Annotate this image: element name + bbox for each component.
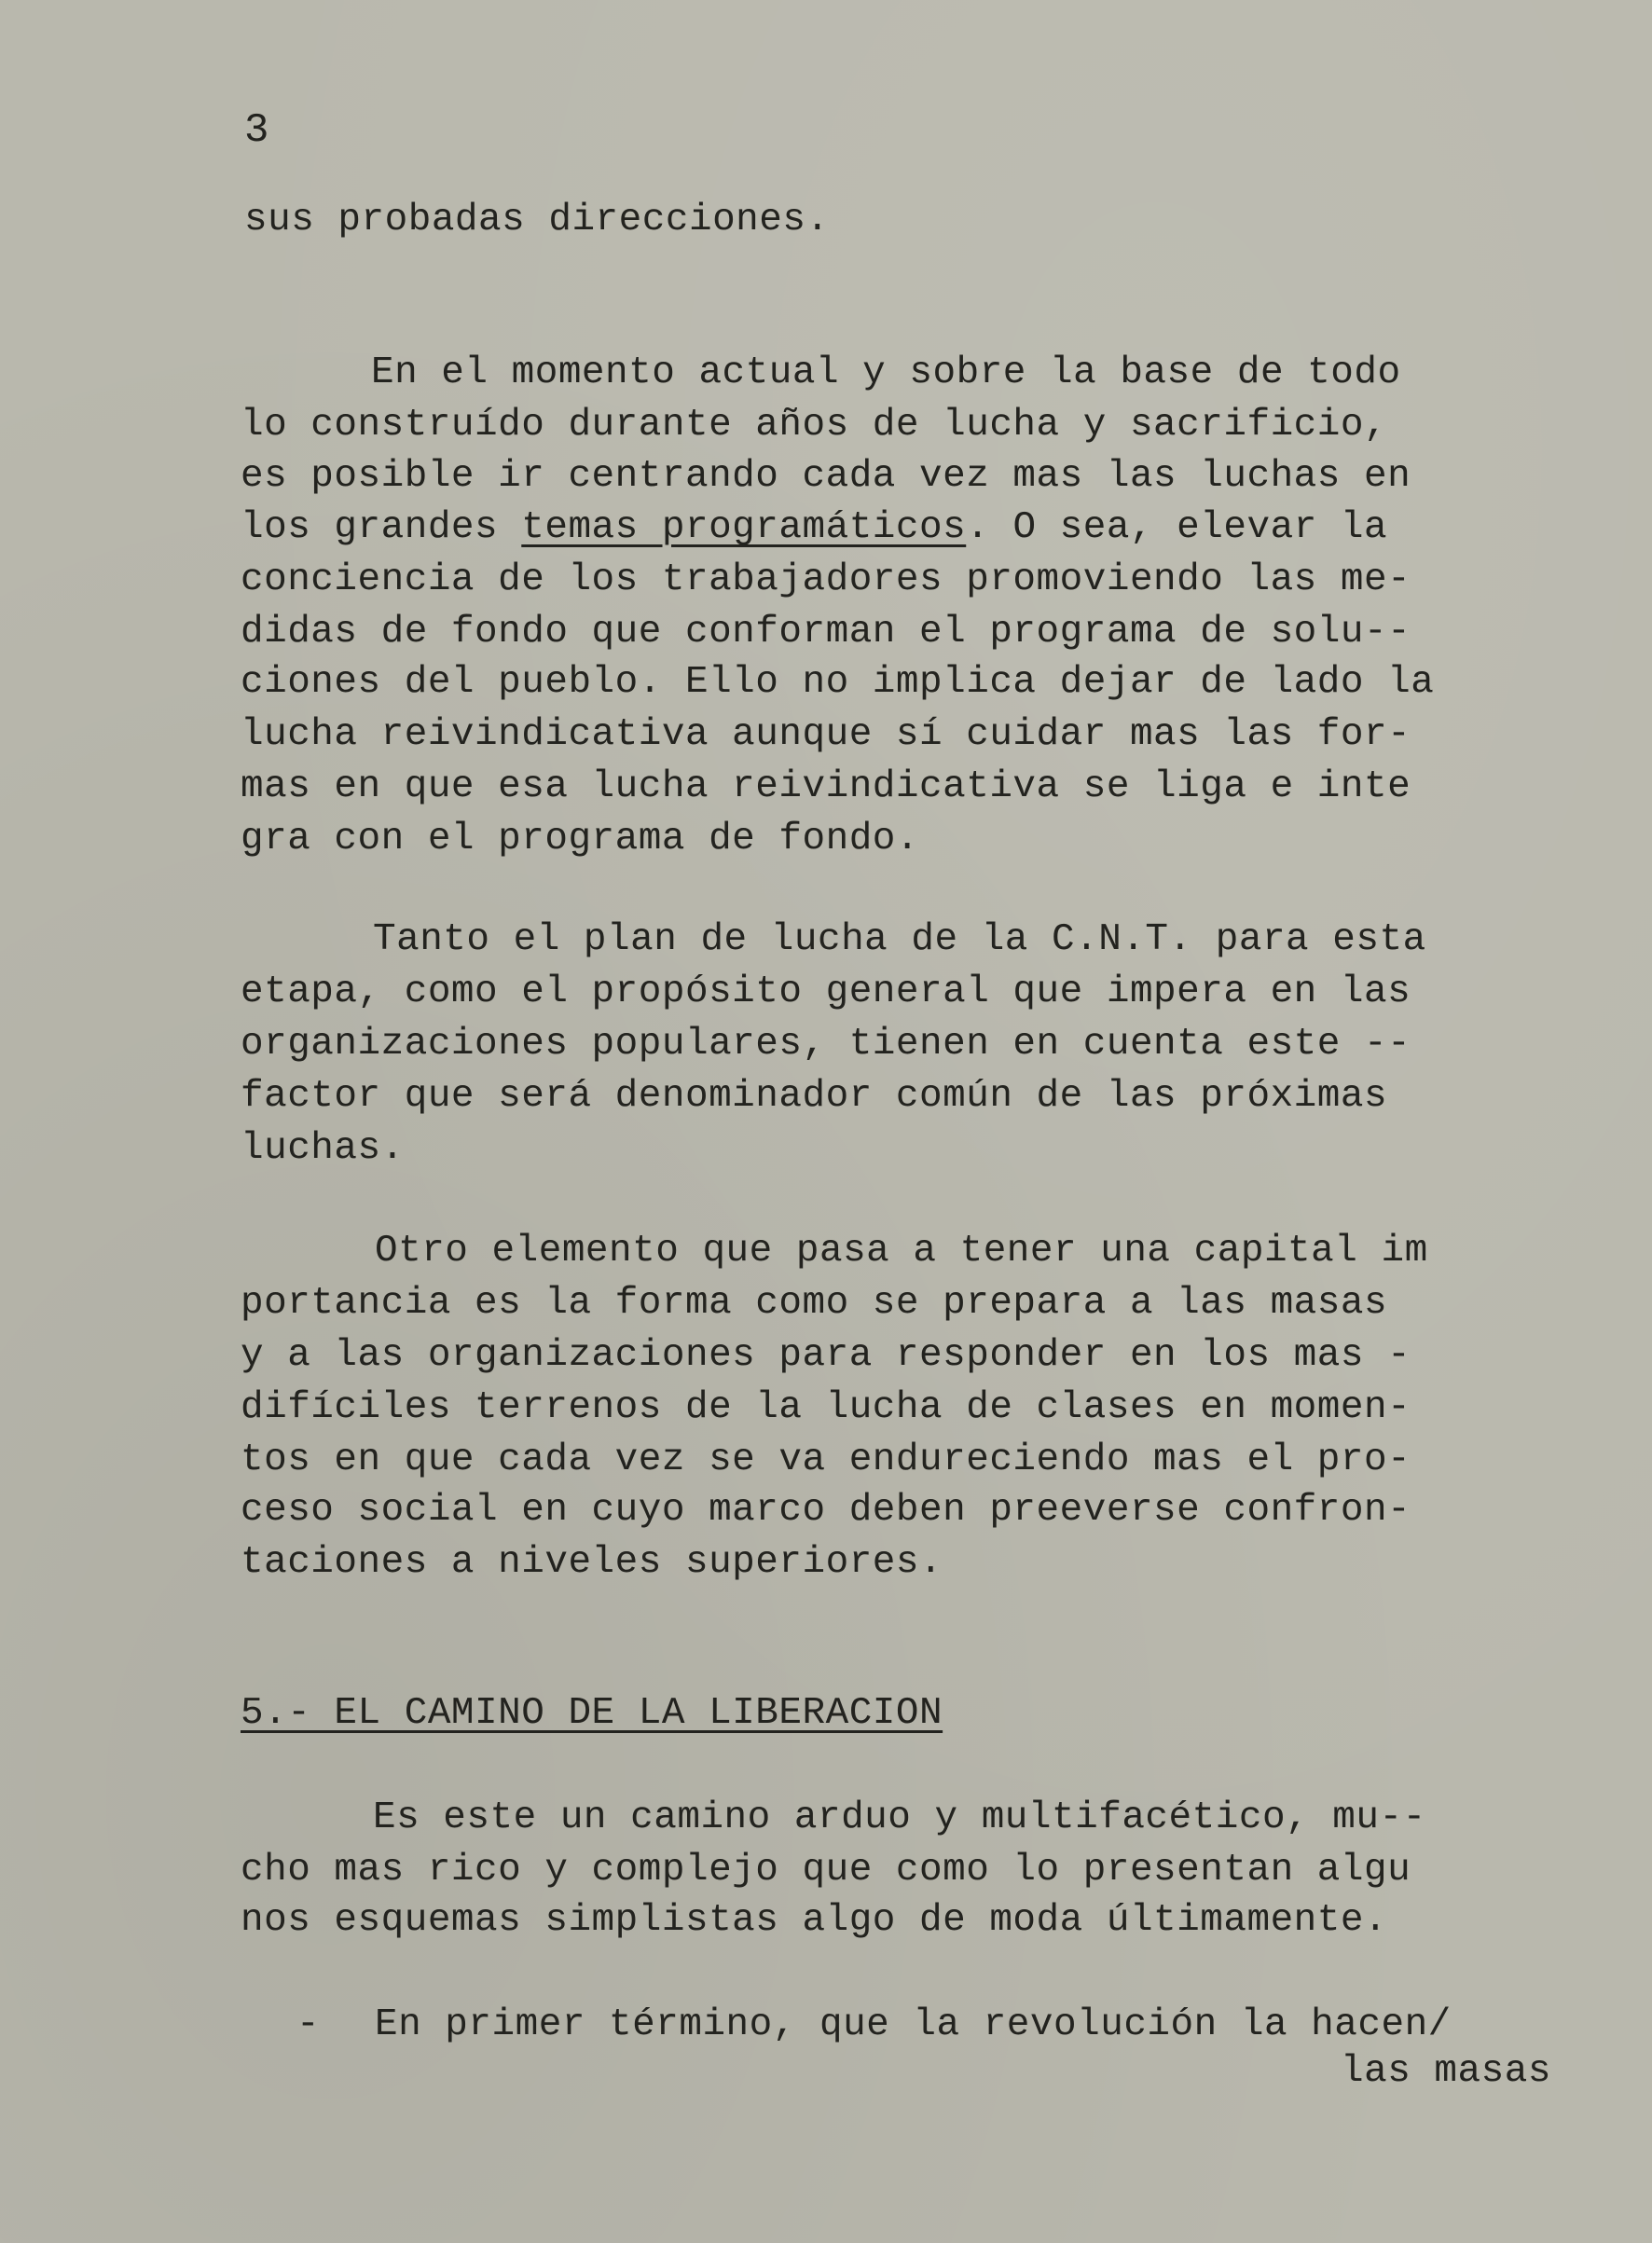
text-segment: los grandes — [241, 506, 522, 549]
text-line: taciones a niveles superiores. — [241, 1541, 943, 1584]
text-line: Es este un camino arduo y multifacético, mu-- — [373, 1796, 1426, 1839]
section-heading: 5.- EL CAMINO DE LA LIBERACION — [241, 1692, 943, 1735]
text-segment: . O sea, elevar la — [966, 506, 1388, 549]
text-line: las masas — [1341, 2050, 1551, 2093]
text-line: En primer término, que la revolución la hacen/ — [375, 2003, 1452, 2046]
text-line: etapa, como el propósito general que impera en las — [241, 970, 1411, 1013]
underlined-phrase: temas programáticos — [521, 506, 967, 549]
text-line: ciones del pueblo. Ello no implica dejar de lado la — [241, 661, 1435, 704]
text-line: Tanto el plan de lucha de la C.N.T. para esta — [373, 918, 1426, 961]
text-line: es posible ir centrando cada vez mas las luchas en — [241, 455, 1411, 498]
text-line: lo construído durante años de lucha y sacrificio, — [241, 404, 1388, 447]
text-line: sus probadas direcciones. — [244, 199, 830, 241]
text-line: mas en que esa lucha reivindicativa se liga e inte — [241, 765, 1411, 808]
text-line: factor que será denominador común de las próximas — [241, 1075, 1388, 1118]
text-line: y a las organizaciones para responder en los mas - — [241, 1334, 1411, 1377]
page-number: 3 — [244, 107, 269, 154]
text-line: luchas. — [241, 1127, 405, 1170]
text-line: ceso social en cuyo marco deben preeverse confron- — [241, 1489, 1411, 1532]
text-line: cho mas rico y complejo que como lo presentan algu — [241, 1849, 1411, 1892]
text-line: didas de fondo que conforman el programa de solu-- — [241, 611, 1411, 654]
text-line — [241, 503, 1387, 552]
text-line: organizaciones populares, tienen en cuenta este -- — [241, 1023, 1411, 1066]
text-line: En el momento actual y sobre la base de todo — [371, 351, 1401, 394]
text-line: tos en que cada vez se va endureciendo mas el pro- — [241, 1438, 1411, 1481]
text-line: gra con el programa de fondo. — [241, 818, 920, 860]
list-dash: - — [296, 2003, 321, 2046]
text-line: lucha reivindicativa aunque sí cuidar mas las for- — [241, 713, 1411, 756]
text-line: Otro elemento que pasa a tener una capital im — [375, 1230, 1428, 1273]
text-line: conciencia de los trabajadores promoviendo las me- — [241, 558, 1411, 601]
text-line: difíciles terrenos de la lucha de clases en momen- — [241, 1386, 1411, 1429]
text-line: nos esquemas simplistas algo de moda últimamente. — [241, 1899, 1388, 1942]
text-line: portancia es la forma como se prepara a las masas — [241, 1282, 1388, 1325]
